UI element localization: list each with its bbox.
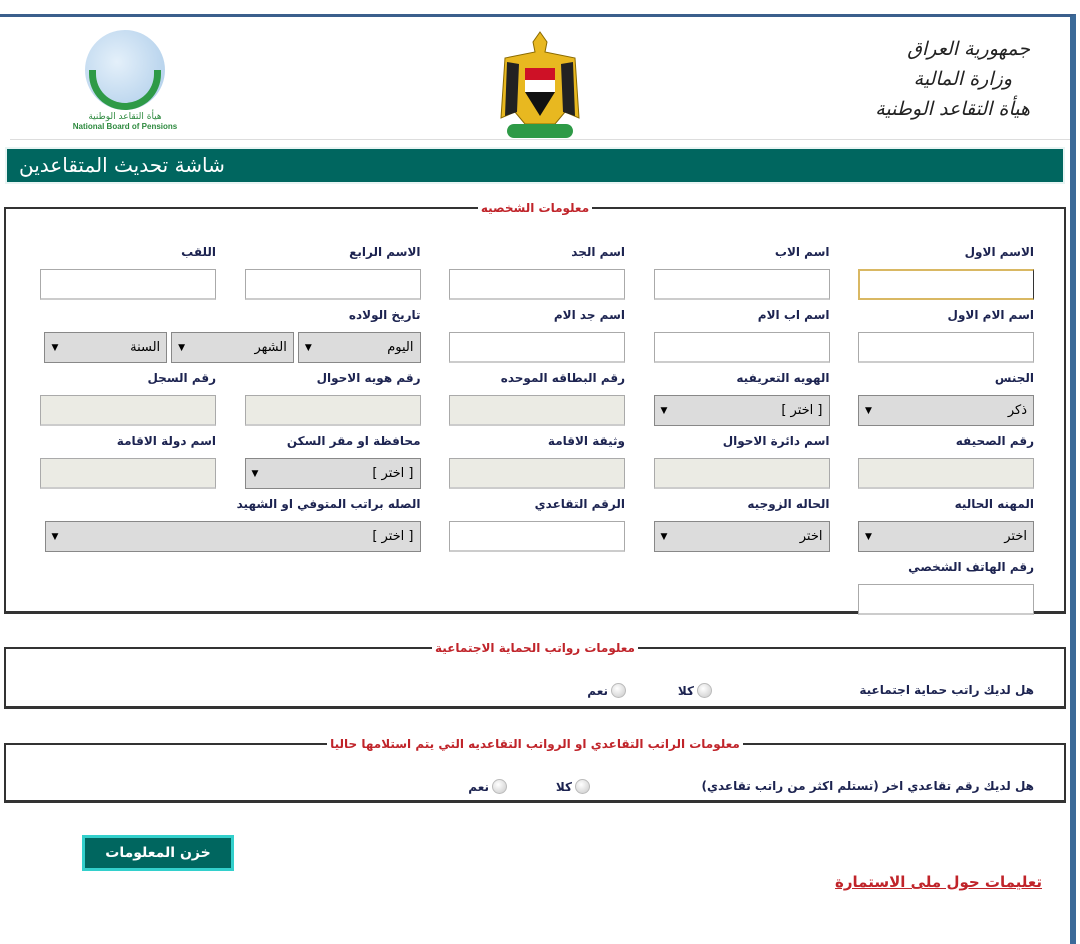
form-instructions-link[interactable]: تعليمات حول ملى الاستمارة (835, 873, 1042, 891)
unified-card-input[interactable] (449, 395, 625, 426)
residence-country-input[interactable] (40, 458, 216, 489)
dropdown-arrow-icon: ▼ (660, 531, 668, 542)
dropdown-arrow-icon: ▼ (865, 531, 872, 542)
residence-document-input[interactable] (449, 458, 625, 489)
marital-status-select[interactable]: اختر ▼ (654, 521, 830, 552)
father-name-input[interactable] (654, 269, 830, 300)
birth-year-select[interactable]: السنة ▼ (44, 332, 167, 363)
social-no-radio[interactable]: كلا (678, 683, 712, 698)
dropdown-arrow-icon: ▼ (865, 405, 872, 416)
surname-input[interactable] (40, 269, 216, 300)
social-protection-section: معلومات رواتب الحماية الاجتماعية هل لديك راتب حماية اجتماعية كلا نعم (4, 641, 1066, 709)
record-number-input[interactable] (40, 395, 216, 426)
dropdown-arrow-icon: ▼ (251, 468, 259, 479)
birth-day-select[interactable]: اليوم ▼ (298, 332, 421, 363)
relation-select[interactable]: [ اختر ] ▼ (45, 521, 421, 552)
pensions-board-logo: هيأة التقاعد الوطنية National Board of Pensions (60, 30, 190, 138)
section-legend: معلومات الشخصيه (480, 201, 590, 215)
mother-father-name-input[interactable] (654, 332, 830, 363)
pension-yes-radio[interactable]: نعم (468, 779, 507, 794)
grandfather-name-input[interactable] (449, 269, 625, 300)
social-yes-radio[interactable]: نعم (587, 683, 626, 698)
civil-id-input[interactable] (245, 395, 421, 426)
dropdown-arrow-icon: ▼ (304, 342, 312, 353)
section-legend: معلومات رواتب الحماية الاجتماعية (435, 641, 635, 655)
civil-office-input[interactable] (654, 458, 830, 489)
dropdown-arrow-icon: ▼ (51, 342, 59, 353)
radio-icon (611, 683, 626, 698)
governorate-select[interactable]: [ اختر ] ▼ (245, 458, 421, 489)
id-type-select[interactable]: [ اختر ] ▼ (654, 395, 830, 426)
radio-icon (697, 683, 712, 698)
fourth-name-input[interactable] (245, 269, 421, 300)
phone-input[interactable] (858, 584, 1034, 615)
pension-no-radio[interactable]: كلا (556, 779, 590, 794)
mother-grandfather-name-input[interactable] (449, 332, 625, 363)
dropdown-arrow-icon: ▼ (660, 405, 668, 416)
header (10, 22, 1070, 140)
personal-info-section: معلومات الشخصيه الاسم الاول اسم الاب اسم الجد الاسم الرابع اللقب اسم الام الاول اسم اب الام اسم جد الام تاريخ الولاده اليوم ▼ الشهر ▼ السنة ▼ الجنس ذكر ▼ الهويه التعريفيه [ اختر ] ▼ رقم البطاقه الموحده رقم هويه الاحوال رقم السجل رقم الصحيفه اسم دائرة الاحوال وثيقة الاقامة محافظة او مقر السكن [ اختر ] ▼ اسم دولة الاقامة المهنه الحاليه اختر ▼ الحاله الزوجيه اختر ▼ الرقم التقاعدي الصله براتب المتوفي او الشهيد [ اختر ] ▼ رقم الهاتف الشخصي (4, 201, 1066, 614)
pension-number-input[interactable] (449, 521, 625, 552)
dropdown-arrow-icon: ▼ (51, 531, 59, 542)
gender-select[interactable]: ذكر ▼ (858, 395, 1034, 426)
dropdown-arrow-icon: ▼ (178, 342, 186, 353)
pension-info-section: معلومات الراتب التقاعدي او الرواتب التقاعديه التي يتم استلامها حاليا هل لديك رقم تقاعدي اخر (تستلم اكثر من راتب تقاعدي) كلا نعم (4, 737, 1066, 803)
iraq-emblem-icon (495, 28, 585, 140)
first-name-input[interactable] (858, 269, 1034, 300)
birth-month-select[interactable]: الشهر ▼ (171, 332, 294, 363)
occupation-select[interactable]: اختر ▼ (858, 521, 1034, 552)
radio-icon (492, 779, 507, 794)
radio-icon (575, 779, 590, 794)
government-title: جمهورية العراق وزارة المالية هيأة التقاعد الوطنية (875, 38, 1030, 120)
save-button[interactable]: خزن المعلومات (82, 835, 234, 871)
page-title: شاشة تحديث المتقاعدين (5, 147, 1065, 184)
mother-first-name-input[interactable] (858, 332, 1034, 363)
page-number-input[interactable] (858, 458, 1034, 489)
section-legend: معلومات الراتب التقاعدي او الرواتب التقاعديه التي يتم استلامها حاليا (330, 737, 740, 751)
